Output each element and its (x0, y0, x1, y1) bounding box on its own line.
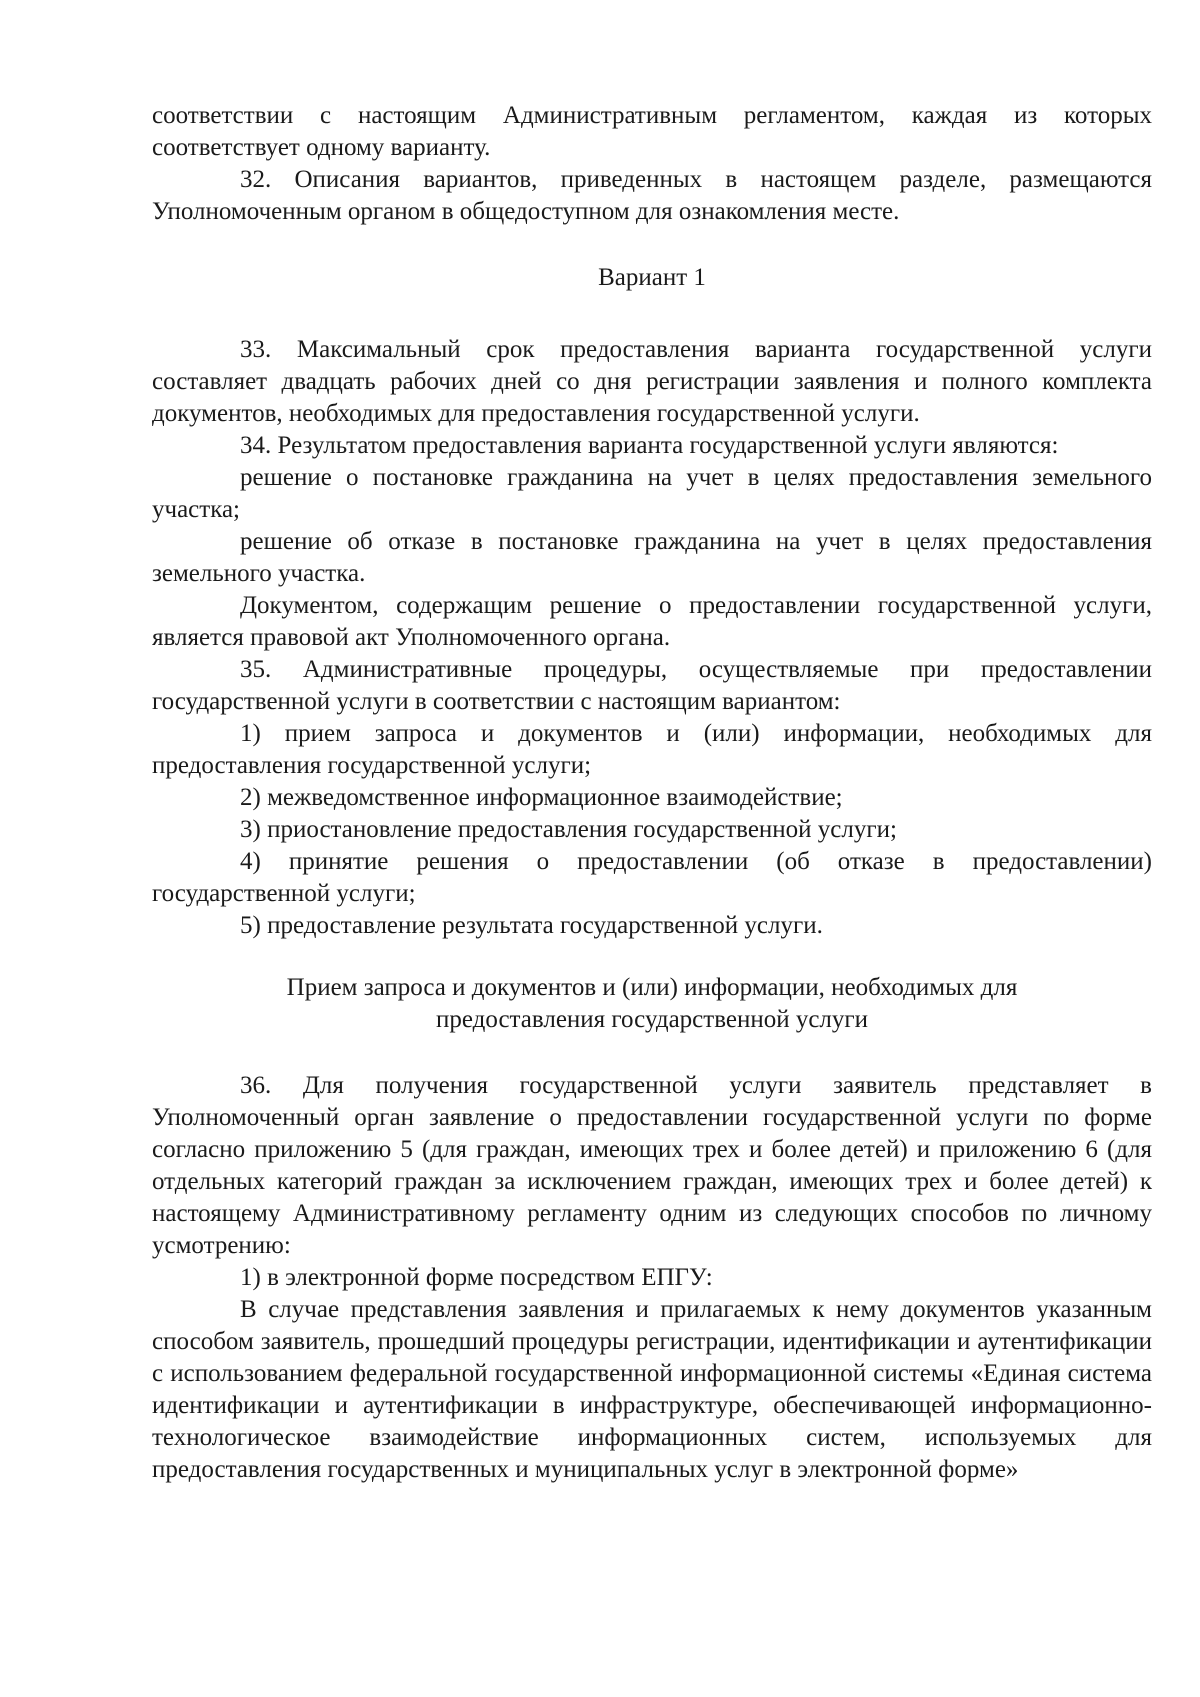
heading-section-line-2: предоставления государственной услуги (435, 1006, 869, 1033)
paragraph-decision-refusal: решение об отказе в постановке гражданина на учет в целях предоставления земельного участка. (152, 528, 1152, 587)
paragraph-32: 32. Описания вариантов, приведенных в настоящем разделе, размещаются Уполномоченным органом в общедоступном для ознакомления месте. (152, 166, 1152, 225)
spacer (152, 228, 1152, 262)
paragraph-34: 34. Результатом предоставления варианта государственной услуги являются: (240, 432, 1059, 459)
paragraph-decision-registration: решение о постановке гражданина на учет в целях предоставления земельного участка; (152, 464, 1152, 523)
list-item-4: 4) принятие решения о предоставлении (об отказе в предоставлении) государственной услуги; (152, 848, 1152, 907)
paragraph-33: 33. Максимальный срок предоставления варианта государственной услуги составляет двадцать рабочих дней со дня регистрации заявления и полного комплекта документов, необходимых для предоставления государственной услуги. (152, 336, 1152, 427)
list-item-1: 1) прием запроса и документов и (или) информации, необходимых для предоставления государственной услуги; (152, 720, 1152, 779)
spacer (152, 942, 1152, 972)
list-item-5: 5) предоставление результата государственной услуги. (240, 912, 823, 939)
spacer (152, 294, 1152, 334)
spacer (152, 1036, 1152, 1070)
paragraph-continuation: соответствии с настоящим Административным регламентом, каждая из которых соответствует одному варианту. (152, 102, 1152, 161)
paragraph-document-decision: Документом, содержащим решение о предоставлении государственной услуги, является правовой акт Уполномоченного органа. (152, 592, 1152, 651)
paragraph-36: 36. Для получения государственной услуги заявитель представляет в Уполномоченный орган заявление о предоставлении государственной услуги по форме согласно приложению 5 (для граждан, имеющих трех и более детей) и приложению 6 (для отдельных категорий граждан за исключением граждан, имеющих трех и более детей) к настоящему Административному регламенту одним из следующих способов по личному усмотрению: (152, 1072, 1152, 1259)
heading-variant-1: Вариант 1 (598, 264, 706, 291)
document-page (152, 100, 1152, 1486)
heading-section-line-1: Прием запроса и документов и (или) информации, необходимых для (286, 974, 1018, 1001)
paragraph-35: 35. Административные процедуры, осуществляемые при предоставлении государственной услуги в соответствии с настоящим вариантом: (152, 656, 1152, 715)
paragraph-36-epgu: В случае представления заявления и прилагаемых к нему документов указанным способом заявитель, прошедший процедуры регистрации, идентификации и аутентификации с использованием федеральной государственной информационной системы «Единая система идентификации и аутентификации в инфраструктуре, обеспечивающей информационно-технологическое взаимодействие информационных систем, используемых для предоставления государственных и муниципальных услуг в электронной форме» (152, 1296, 1152, 1483)
list-item-2: 2) межведомственное информационное взаимодействие; (240, 784, 843, 811)
paragraph-36-item-1: 1) в электронной форме посредством ЕПГУ: (240, 1264, 713, 1291)
list-item-3: 3) приостановление предоставления государственной услуги; (240, 816, 897, 843)
